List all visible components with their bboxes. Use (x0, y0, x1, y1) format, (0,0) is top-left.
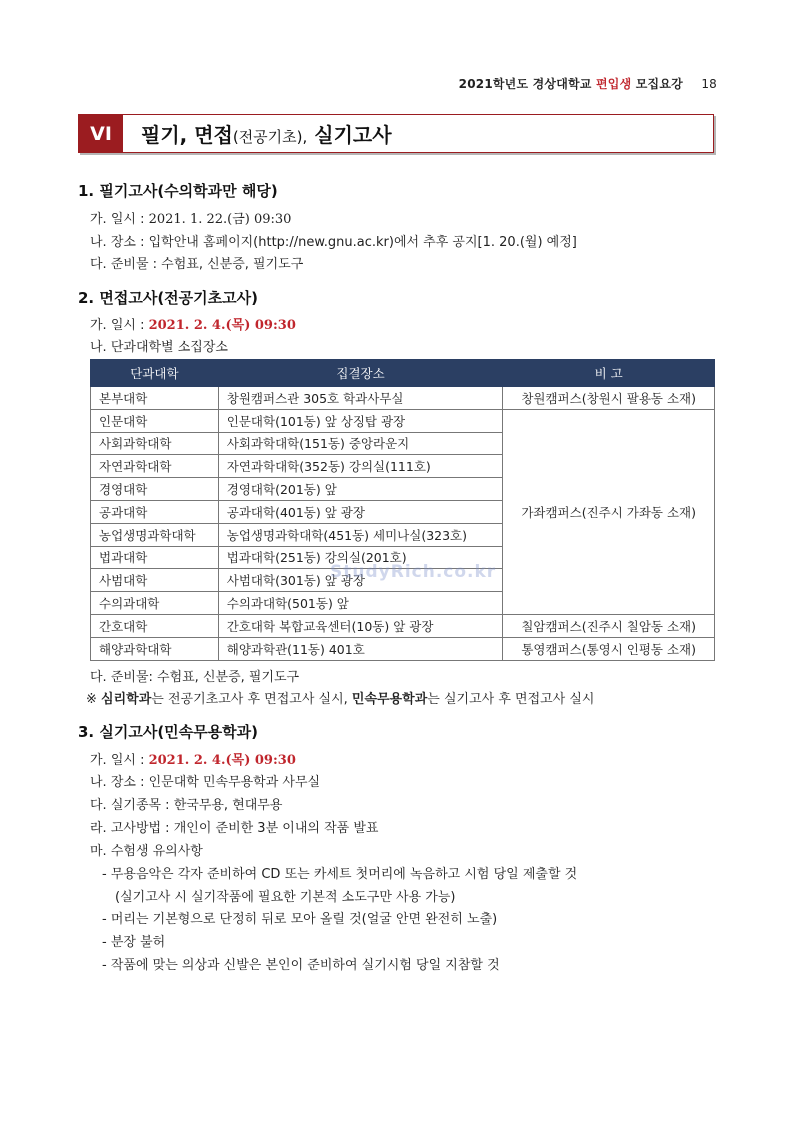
header-prefix: 2021학년도 경상대학교 (458, 77, 592, 91)
note-mark: ※ (86, 692, 97, 707)
note-text1: 는 전공기초고사 후 면접고사 실시, (151, 692, 348, 707)
venue-cell: 간호대학 복합교육센터(10동) 앞 광장 (218, 614, 503, 637)
table-row (91, 614, 715, 637)
page-header (459, 75, 717, 92)
table-header: 단과대학 (91, 360, 219, 387)
venue-table (90, 359, 715, 661)
college-cell: 법과대학 (91, 546, 219, 569)
s3-line: 나. 장소 : 인문대학 민속무용학과 사무실 (90, 775, 321, 790)
college-cell: 수의과대학 (91, 592, 219, 615)
s2-place-label: 나. 단과대학별 소집장소 (90, 340, 228, 355)
college-cell: 간호대학 (91, 614, 219, 637)
college-cell: 인문대학 (91, 409, 219, 432)
s3-line: (실기고사 시 실기작품에 필요한 기본적 소도구만 사용 가능) (115, 890, 456, 905)
college-cell: 농업생명과학대학 (91, 523, 219, 546)
page-number: 18 (701, 77, 717, 91)
remark-cell: 통영캠퍼스(통영시 인평동 소재) (503, 637, 715, 660)
remark-cell: 가좌캠퍼스(진주시 가좌동 소재) (503, 409, 715, 614)
table-row (91, 637, 715, 660)
s1-date (90, 208, 291, 227)
s3-date (90, 749, 296, 768)
college-cell: 자연과학대학 (91, 455, 219, 478)
college-cell: 사범대학 (91, 569, 219, 592)
header-suffix: 모집요강 (635, 77, 683, 91)
venue-cell: 해양과학관(11동) 401호 (218, 637, 503, 660)
college-cell: 사회과학대학 (91, 432, 219, 455)
watermark: StudyRich.co.kr (330, 562, 497, 582)
s3-date-value: 2021. 2. 4.(목) 09:30 (148, 753, 296, 768)
s3-line: 라. 고사방법 : 개인이 준비한 3분 이내의 작품 발표 (90, 821, 379, 836)
remark-cell: 칠암캠퍼스(진주시 칠암동 소재) (503, 614, 715, 637)
venue-cell: 수의과대학(501동) 앞 (218, 592, 503, 615)
remark-cell: 창원캠퍼스(창원시 팔용동 소재) (503, 387, 715, 410)
table-row (91, 387, 715, 410)
s2-items: 다. 준비물: 수험표, 신분증, 필기도구 (90, 670, 300, 685)
section-title-sub: (전공기초), (232, 128, 308, 146)
venue-cell: 인문대학(101동) 앞 상징탑 광장 (218, 409, 503, 432)
s3-line: - 머리는 기본형으로 단정히 뒤로 모아 올릴 것(얼굴 안면 완전히 노출) (102, 912, 498, 927)
venue-cell: 공과대학(401동) 앞 광장 (218, 500, 503, 523)
section-number: VI (79, 115, 123, 152)
table-header: 집결장소 (218, 360, 503, 387)
header-highlight: 편입생 (595, 77, 632, 91)
s3-line: 다. 실기종목 : 한국무용, 현대무용 (90, 798, 283, 813)
venue-cell: 자연과학대학(352동) 강의실(111호) (218, 455, 503, 478)
college-cell: 본부대학 (91, 387, 219, 410)
s1-date-value: 2021. 1. 22.(금) 09:30 (148, 212, 292, 227)
s2-note (86, 688, 595, 707)
venue-cell: 법과대학(251동) 강의실(201호) (218, 546, 503, 569)
section-title-box (78, 114, 714, 153)
s1-place: 나. 장소 : 입학안내 홈페이지(http://new.gnu.ac.kr)에서 추후 공지[1. 20.(월) 예정] (90, 235, 577, 250)
s2-date (90, 314, 296, 333)
s2-date-label: 가. 일시 : (90, 318, 145, 333)
s3-line: - 작품에 맞는 의상과 신발은 본인이 준비하여 실기시험 당일 지참할 것 (102, 958, 500, 973)
s3-line: 마. 수험생 유의사항 (90, 844, 203, 859)
venue-cell: 농업생명과학대학(451동) 세미나실(323호) (218, 523, 503, 546)
table-row (91, 409, 715, 432)
table-header-row (91, 360, 715, 387)
section-title-a: 필기, 면접 (141, 123, 233, 147)
venue-cell: 사범대학(301동) 앞 광장 (218, 569, 503, 592)
s3-date-label: 가. 일시 : (90, 753, 145, 768)
note-dept1: 심리학과 (101, 692, 152, 707)
section-title (141, 119, 392, 148)
venue-cell: 사회과학대학(151동) 중앙라운지 (218, 432, 503, 455)
venue-cell: 창원캠퍼스관 305호 학과사무실 (218, 387, 503, 410)
venue-cell: 경영대학(201동) 앞 (218, 478, 503, 501)
s3-line: - 분장 불허 (102, 935, 166, 950)
s3-line: - 무용음악은 각자 준비하여 CD 또는 카세트 첫머리에 녹음하고 시험 당일 제출할 것 (102, 867, 578, 882)
college-cell: 공과대학 (91, 500, 219, 523)
s3-heading: 3. 실기고사(민속무용학과) (78, 723, 258, 741)
college-cell: 해양과학대학 (91, 637, 219, 660)
s1-date-label: 가. 일시 : (90, 212, 145, 227)
s2-heading: 2. 면접고사(전공기초고사) (78, 289, 258, 307)
table-header: 비 고 (503, 360, 715, 387)
s1-items: 다. 준비물 : 수험표, 신분증, 필기도구 (90, 257, 304, 272)
section-title-b: 실기고사 (314, 123, 392, 147)
s2-date-value: 2021. 2. 4.(목) 09:30 (148, 318, 296, 333)
college-cell: 경영대학 (91, 478, 219, 501)
note-dept2: 민속무용학과 (351, 692, 428, 707)
s1-heading: 1. 필기고사(수의학과만 해당) (78, 182, 278, 200)
note-text2: 는 실기고사 후 면접고사 실시 (427, 692, 595, 707)
